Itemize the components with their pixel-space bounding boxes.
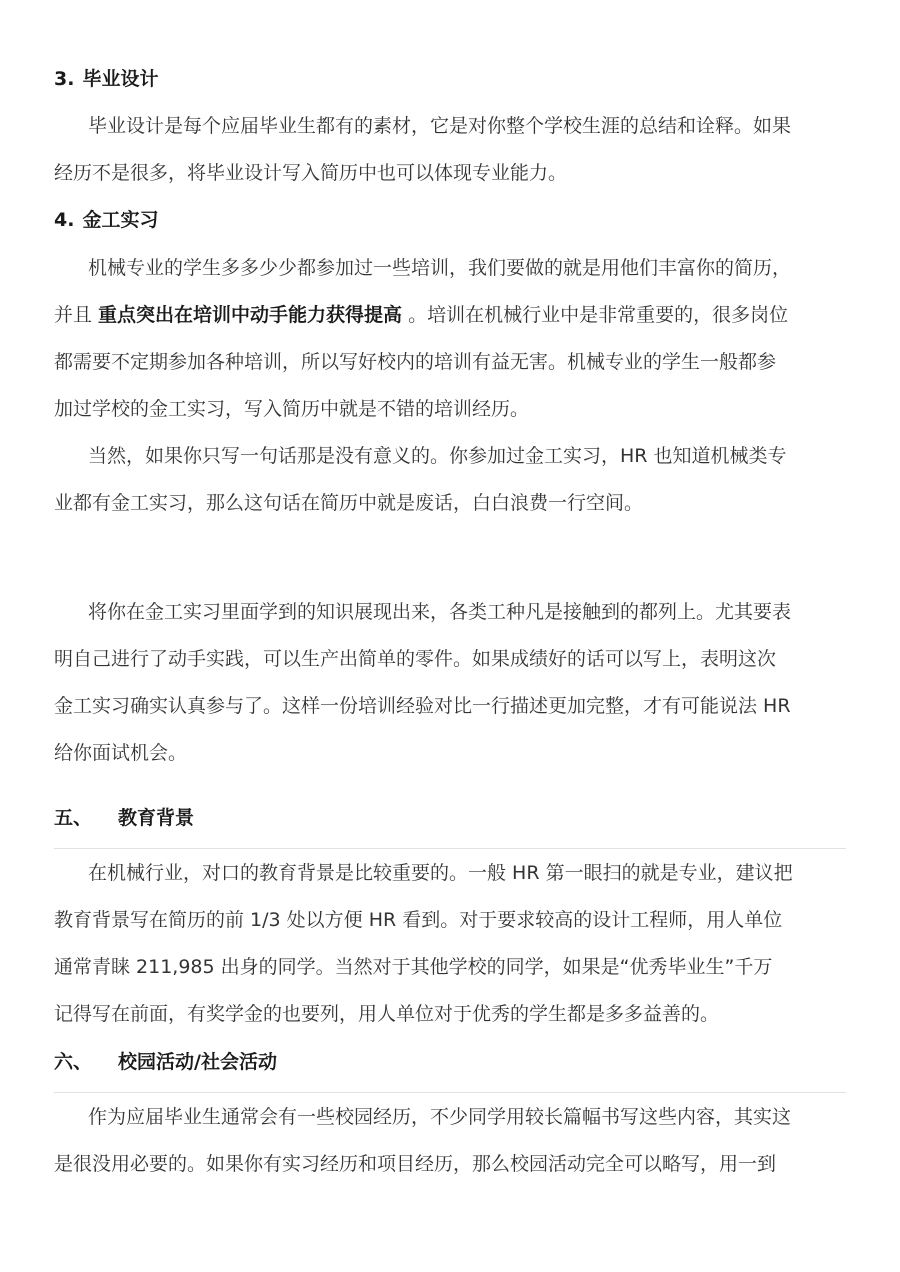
section-3-title: 毕业设计	[82, 68, 159, 90]
paragraph-line: 是很没用必要的。如果你有实习经历和项目经历，那么校园活动完全可以略写，用一到	[54, 1153, 777, 1175]
bold-emphasis: 重点突出在培训中动手能力获得提高	[98, 304, 403, 326]
text-prefix: 并且	[54, 304, 99, 326]
paragraph-line: 教育背景写在简历的前 1/3 处以方便 HR 看到。对于要求较高的设计工程师，用人单位	[54, 909, 783, 931]
section-5-title: 教育背景	[118, 807, 195, 829]
section-6-title: 校园活动/社会活动	[118, 1051, 277, 1073]
section-4-title: 金工实习	[82, 209, 159, 231]
section-5-paragraph	[54, 850, 846, 1038]
paragraph-line: 经历不是很多，将毕业设计写入简历中也可以体现专业能力。	[54, 162, 568, 184]
paragraph-line: 都需要不定期参加各种培训，所以写好校内的培训有益无害。机械专业的学生一般都参	[54, 351, 777, 373]
section-5-divider	[54, 848, 846, 849]
paragraph-line: 明自己进行了动手实践，可以生产出简单的零件。如果成绩好的话可以写上，表明这次	[54, 648, 777, 670]
section-6-paragraph	[54, 1094, 846, 1188]
paragraph-line: 加过学校的金工实习，写入简历中就是不错的培训经历。	[54, 398, 530, 420]
paragraph-line: 毕业设计是每个应届毕业生都有的素材，它是对你整个学校生涯的总结和诠释。如果	[88, 115, 792, 137]
paragraph-line: 通常青睐 211,985 出身的同学。当然对于其他学校的同学，如果是“优秀毕业生”千万	[54, 956, 773, 978]
section-4-paragraph-1	[54, 245, 846, 433]
paragraph-line: 给你面试机会。	[54, 742, 188, 764]
section-3-paragraph	[54, 103, 846, 197]
text-suffix: 。培训在机械行业中是非常重要的，很多岗位	[402, 304, 789, 326]
section-4-paragraph-2	[54, 433, 846, 527]
section-5-number: 五、	[54, 807, 93, 829]
section-3-number: 3.	[54, 68, 75, 90]
paragraph-line: 将你在金工实习里面学到的知识展现出来，各类工种凡是接触到的都列上。尤其要表	[88, 601, 792, 623]
section-6-heading	[54, 1050, 277, 1074]
section-3-heading	[54, 67, 158, 91]
paragraph-line: 记得写在前面，有奖学金的也要列，用人单位对于优秀的学生都是多多益善的。	[54, 1003, 720, 1025]
paragraph-line: 业都有金工实习，那么这句话在简历中就是废话，白白浪费一行空间。	[54, 492, 644, 514]
section-4-number: 4.	[54, 209, 75, 231]
paragraph-line: 作为应届毕业生通常会有一些校园经历，不少同学用较长篇幅书写这些内容，其实这	[88, 1106, 792, 1128]
section-6-number: 六、	[54, 1051, 93, 1073]
section-5-heading	[54, 806, 194, 830]
paragraph-line: 在机械行业，对口的教育背景是比较重要的。一般 HR 第一眼扫的就是专业，建议把	[88, 862, 793, 884]
paragraph-line	[54, 292, 846, 339]
paragraph-line: 金工实习确实认真参与了。这样一份培训经验对比一行描述更加完整，才有可能说法 HR	[54, 695, 791, 717]
section-6-divider	[54, 1092, 846, 1093]
section-4-paragraph-3	[54, 589, 846, 777]
section-4-heading	[54, 208, 158, 232]
paragraph-line: 当然，如果你只写一句话那是没有意义的。你参加过金工实习，HR 也知道机械类专	[88, 445, 787, 467]
paragraph-line: 机械专业的学生多多少少都参加过一些培训，我们要做的就是用他们丰富你的简历，	[88, 257, 792, 279]
